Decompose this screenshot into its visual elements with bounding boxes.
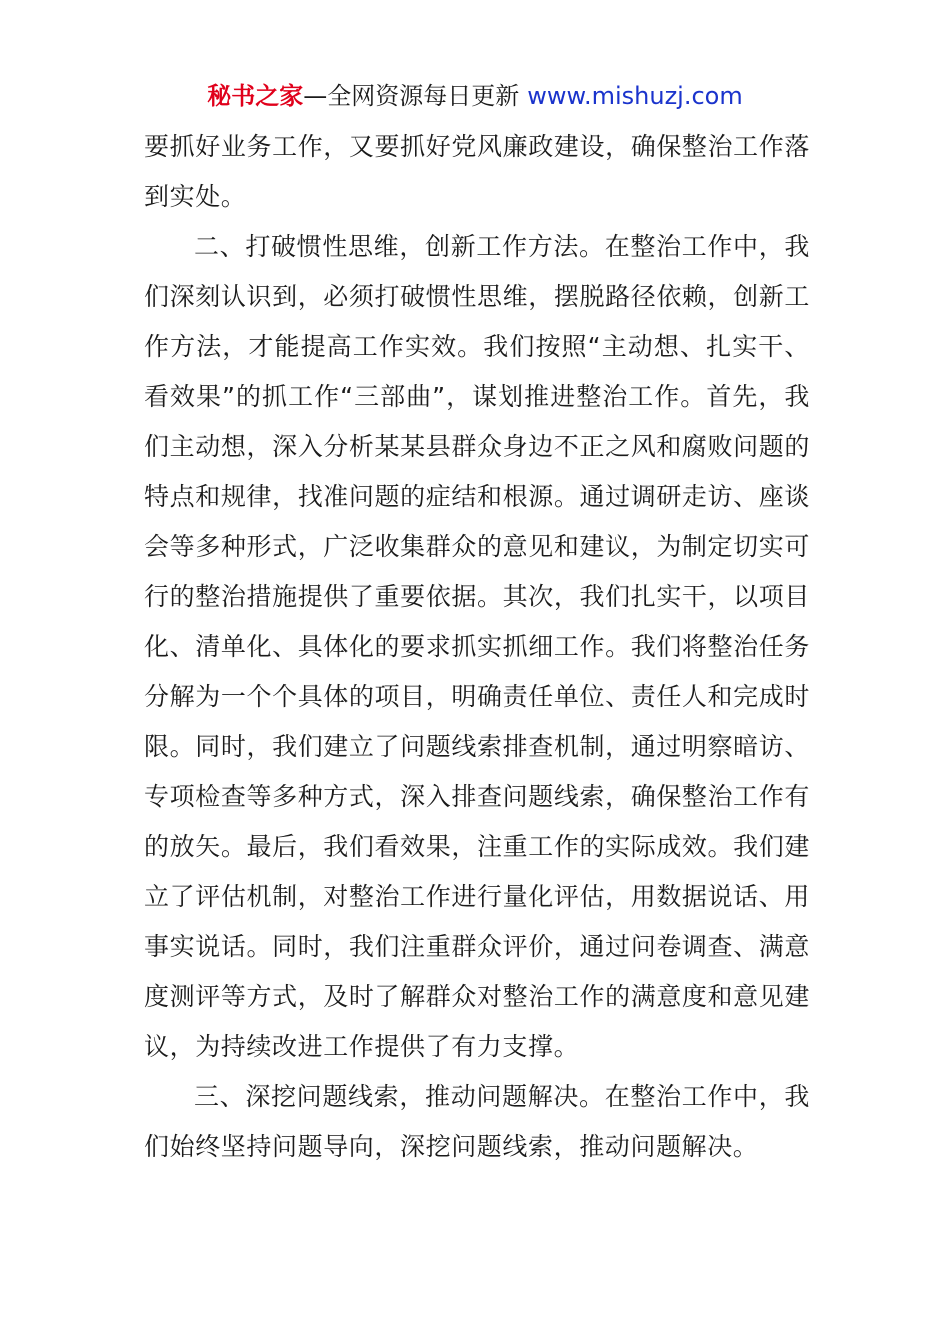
paragraph-section-three: 三、深挖问题线索，推动问题解决。在整治工作中，我们始终坚持问题导向，深挖问题线索，推动问题解决。 [144,1082,810,1161]
site-url[interactable]: www.mishuzj.com [527,82,743,110]
paragraph-section-two: 二、打破惯性思维，创新工作方法。在整治工作中，我们深刻认识到，必须打破惯性思维，摆脱路径依赖，创新工作方法，才能提高工作实效。我们按照“主动想、扎实干、看效果”的抓工作“三部曲”，谋划推进整治工作。首先，我们主动想，深入分析某某县群众身边不正之风和腐败问题的特点和规律，找准问题的症结和根源。通过调研走访、座谈会等多种形式，广泛收集群众的意见和建议，为制定切实可行的整治措施提供了重要依据。其次，我们扎实干，以项目化、清单化、具体化的要求抓实抓细工作。我们将整治任务分解为一个个具体的项目，明确责任单位、责任人和完成时限。同时，我们建立了问题线索排查机制，通过明察暗访、专项检查等多种方式，深入排查问题线索，确保整治工作有的放矢。最后，我们看效果，注重工作的实际成效。我们建立了评估机制，对整治工作进行量化评估，用数据说话、用事实说话。同时，我们注重群众评价，通过问卷调查、满意度测评等方式，及时了解群众对整治工作的满意度和意见建议，为持续改进工作提供了有力支撑。 [144,232,810,1061]
page-header [0,80,950,112]
brand-name: 秘书之家 [207,82,304,110]
paragraph-continued: 要抓好业务工作，又要抓好党风廉政建设，确保整治工作落到实处。 [144,132,810,211]
body-text [144,122,810,1172]
header-tagline: —全网资源每日更新 [303,82,520,110]
